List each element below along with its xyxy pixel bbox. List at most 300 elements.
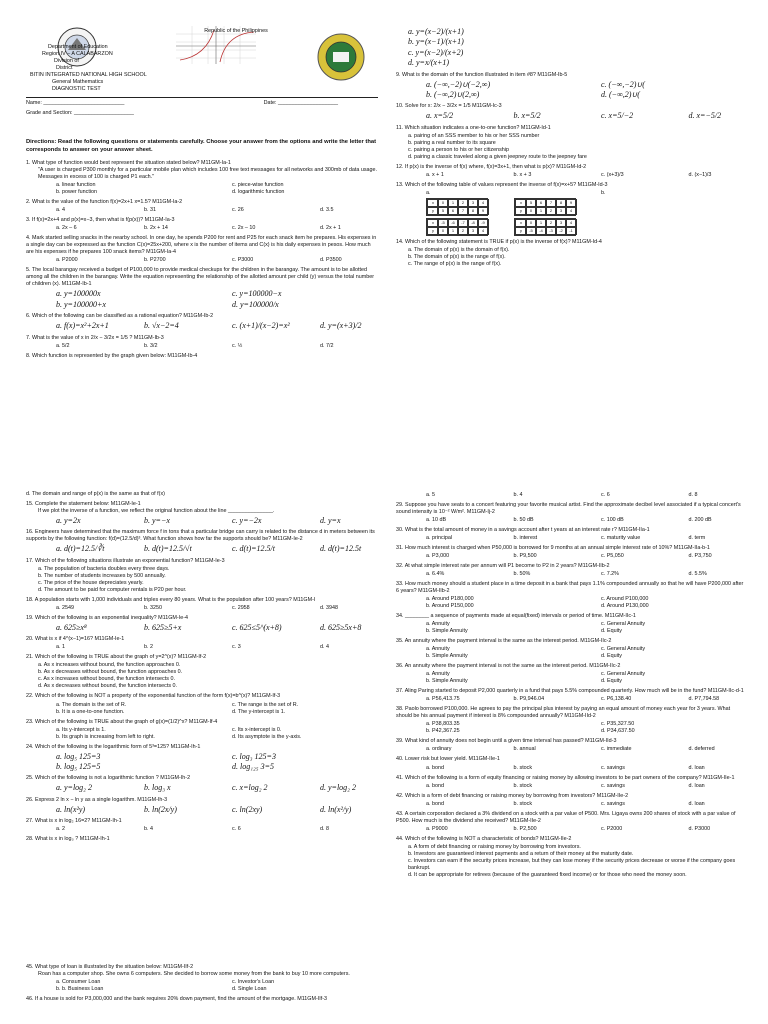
answer-option: d. P3,750 bbox=[688, 553, 712, 560]
question-text: 18. A population starts with 1,000 individuals and triples every 80 years. What is the population after 100 years? M11GM-I bbox=[26, 596, 316, 603]
answer-option: a. P56,413.75 bbox=[426, 696, 460, 703]
question-item bbox=[396, 706, 746, 735]
question-text: 6. Which of the following can be classified as a rational equation? M11GM-Ib-2 bbox=[26, 313, 214, 320]
answer-option: b. P9,946.04 bbox=[513, 696, 545, 703]
answer-option: d. Equity bbox=[601, 678, 622, 685]
answer-option: c. General Annuity bbox=[601, 621, 646, 628]
answer-option: b. 4 bbox=[144, 826, 153, 833]
answer-option: a. log₅ 125=3 bbox=[56, 751, 101, 761]
answer-option: d. 200 dB bbox=[688, 517, 712, 524]
header-line: Division of bbox=[54, 58, 79, 65]
question-item bbox=[396, 527, 746, 542]
question-text: d. The domain and range of p(x) is the same as that of f(x) bbox=[26, 491, 165, 497]
header-line: District bbox=[56, 65, 73, 72]
question-text: 43. A certain corporation declared a 3% dividend on a stock with a par value of P500. Mrs. Ligaya owns 200 shares of stock with a par value of P500. How much is the dividend she received? M11GM-IIe-2 bbox=[396, 810, 736, 824]
table-cell: -5 bbox=[525, 227, 537, 235]
inverse-table-b1 bbox=[426, 218, 488, 236]
table-cell: -5 bbox=[437, 219, 449, 227]
answer-option: a. 5/2 bbox=[56, 342, 70, 349]
answer-option: b. Investors are guaranteed interest payments and a return of their money at the maturity date. bbox=[408, 850, 634, 857]
answer-option: b. stock bbox=[513, 764, 533, 771]
divider bbox=[26, 97, 378, 98]
question-text: 42. Which is a form of debt financing or raising money by borrowing from investors? M11GM-IIe-2 bbox=[396, 792, 629, 799]
answer-option: b. bbox=[601, 189, 606, 196]
answer-option: d. 4 bbox=[320, 644, 329, 651]
table-cell: x bbox=[515, 199, 527, 207]
table-cell: -8 bbox=[467, 219, 479, 227]
question-text: 3. If f(x)=2x+4 and p(x)=x−3, then what is f(p(x))? M11GM-Ia-3 bbox=[26, 217, 175, 224]
answer-option: b. 4 bbox=[513, 492, 523, 498]
question-item bbox=[26, 160, 378, 196]
answer-option: d. Around P130,000 bbox=[601, 603, 649, 610]
answer-option: b. 50% bbox=[513, 571, 531, 578]
question-item bbox=[26, 313, 378, 331]
table-cell: 4 bbox=[565, 207, 577, 215]
answer-option: d. d(t)=12.5t bbox=[320, 544, 362, 554]
table-cell: 2 bbox=[457, 199, 469, 207]
answer-option: c. The range is the set of R. bbox=[232, 701, 299, 708]
question-text: 28. What is x in log₃ ? M11GM-Ih-1 bbox=[26, 836, 110, 843]
question-text: 15. Complete the statement below: M11GM-Ie-1 bbox=[26, 501, 141, 508]
answer-option: c. P35,327.50 bbox=[601, 721, 635, 728]
answer-option: a. ordinary bbox=[426, 746, 452, 753]
table-cell: 8 bbox=[467, 207, 479, 215]
answer-option: a. A form of debt financing or raising money by borrowing from investors. bbox=[408, 843, 581, 850]
answer-option: a. 2x – 6 bbox=[56, 225, 77, 232]
answer-option: b. y=100000+x bbox=[56, 299, 106, 309]
question-text: 11. Which situation indicates a one-to-one function? M11GM-Id-1 bbox=[396, 124, 551, 131]
answer-option: c. y=100000−x bbox=[232, 289, 282, 299]
question-text: 16. Engineers have determined that the maximum force f in tons that a particular bridge can carry is related to the distance d in meters between its supports by the following function: f(d)=(12.5/d)³. What function shows how far the supports should be? M11GM-Ie-2 bbox=[26, 529, 375, 543]
answer-option: a. The population of bacteria doubles every three days. bbox=[38, 565, 170, 572]
answer-option: a. 4 bbox=[56, 207, 65, 214]
answer-option: c. log₃ 125=3 bbox=[232, 751, 276, 761]
answer-option: a. 6.4% bbox=[426, 571, 445, 578]
answer-option: d. P3000 bbox=[688, 825, 711, 832]
inverse-table-a1 bbox=[426, 198, 488, 216]
answer-option: d. pairing a classic traveled along a given jeepney route to the jeepney fare bbox=[408, 153, 587, 160]
answer-option: d. P3500 bbox=[320, 257, 342, 264]
answer-option: d. log₁₂₅ 3=5 bbox=[232, 761, 274, 771]
answer-option: c. 100 dB bbox=[601, 517, 624, 524]
answer-option: c. pairing a person to his or her citizenship bbox=[408, 146, 509, 153]
answer-option: d. deferred bbox=[688, 746, 715, 753]
answer-option: c. As x increases without bound, the function intersects 0. bbox=[38, 676, 175, 683]
answer-option: c. ln(2xy) bbox=[232, 804, 263, 814]
question-item bbox=[396, 811, 746, 833]
answer-option: c. ½ bbox=[232, 342, 243, 349]
answer-option: d. loan bbox=[688, 800, 705, 807]
answer-option: b. P9,500 bbox=[513, 553, 537, 560]
question-text: 41. Which of the following is a form of equity financing or raising money by allowing investors to be part owners of the company? M11GM-IIe-1 bbox=[396, 774, 735, 781]
table-cell: x bbox=[427, 219, 439, 227]
answer-option: c. P3000 bbox=[232, 257, 254, 264]
directions: Directions: Read the following questions or statements carefully. Choose your answer from the options and write the letter that corresponds to answer on your answer sheet. bbox=[26, 139, 377, 153]
answer-option: b. log₅ 125=5 bbox=[56, 761, 101, 771]
answer-option: b. y=−x bbox=[144, 516, 170, 526]
question-item bbox=[26, 797, 378, 815]
answer-option: b. stock bbox=[513, 800, 533, 807]
table-cell: 9 bbox=[477, 207, 489, 215]
answer-option: c. immediate bbox=[601, 746, 632, 753]
question-text: 25. Which of the following is not a logarithmic function ? M11GM-Ih-2 bbox=[26, 775, 191, 782]
answer-option: b. x + 3 bbox=[513, 171, 532, 178]
question-text: 1. What type of function would best represent the situation stated below? M11GM-Ia-1 bbox=[26, 160, 231, 167]
question-text: 23. Which of the following is TRUE about the graph of g(x)=(1/2)^x? M11GM-If-4 bbox=[26, 718, 218, 725]
answer-option: b. 625≥5+x bbox=[144, 622, 182, 632]
question-text: 2. What is the value of the function f(x)=2x+1 x=1.5? M11GM-Ia-2 bbox=[26, 199, 183, 206]
answer-option: a. 2 bbox=[56, 826, 65, 833]
question-item bbox=[26, 964, 378, 993]
answer-option: c. maturity value bbox=[601, 535, 641, 542]
answer-option: b. power function bbox=[56, 189, 98, 196]
question-text: 22. Which of the following is NOT a property of the exponential function of the form f(x)=b^(x)? M11GM-If-3 bbox=[26, 693, 281, 700]
header-line: Region IV – A CALABARZON bbox=[42, 51, 113, 58]
answer-option: a. bond bbox=[426, 800, 444, 807]
question-item bbox=[26, 335, 378, 350]
answer-option: d. 8 bbox=[320, 826, 329, 833]
answer-option: a. pairing of an SSS member to his or her SSS number bbox=[408, 132, 540, 139]
question-text: 45. What type of loan is illustrated by the situation below: M11GM-IIf-2 bbox=[26, 964, 194, 970]
answer-option: b. (−∞,2)∪(2,∞) bbox=[426, 89, 480, 99]
question-item bbox=[26, 636, 378, 651]
table-cell: 3 bbox=[555, 207, 567, 215]
name-field-label: Name: ___________________________ bbox=[26, 100, 125, 106]
question-item bbox=[26, 654, 378, 690]
question-item bbox=[396, 581, 746, 610]
question-stem: Roan has a computer shop. She owns 6 computers. She decided to borrow some money from the bank to buy 10 more computers. bbox=[38, 971, 350, 978]
answer-option: d. x=−5/2 bbox=[688, 111, 722, 121]
answer-option: d. y=100000/x bbox=[232, 299, 279, 309]
question-item bbox=[26, 501, 378, 526]
answer-option: d. y=x/(x+1) bbox=[408, 58, 449, 68]
republic-line: Republic of the Philippines bbox=[204, 28, 268, 34]
answer-option: c. d(t)=12.5/t bbox=[232, 544, 275, 554]
answer-option: d. (x−1)/3 bbox=[688, 171, 712, 178]
question-item bbox=[26, 597, 378, 612]
answer-option: a. 10 dB bbox=[426, 517, 447, 524]
answer-option: c. y=−2x bbox=[232, 516, 262, 526]
answer-option: b. interest bbox=[513, 535, 538, 542]
table-cell: 3 bbox=[467, 199, 479, 207]
table-cell: 6 bbox=[535, 199, 547, 207]
question-text: 21. Which of the following is TRUE about the graph of y=2^(x)? M11GM-If-2 bbox=[26, 654, 207, 661]
answer-option bbox=[484, 190, 572, 197]
question-item bbox=[26, 217, 378, 232]
answer-option: c. x=5/−2 bbox=[601, 111, 634, 121]
inverse-table-b2 bbox=[514, 218, 576, 236]
question-text: 40. Lower risk but lower yield. M11GM-IIe-1 bbox=[396, 756, 500, 763]
table-cell: 0 bbox=[437, 199, 449, 207]
answer-option: a. y=100000x bbox=[56, 289, 101, 299]
question-text: 35. An annuity where the payment interval is the same as the interest period. M11GM-IIc-2 bbox=[396, 638, 612, 645]
question-item bbox=[26, 267, 378, 310]
answer-option: c. 7.2% bbox=[601, 571, 619, 578]
answer-option: a. x=5/2 bbox=[426, 111, 454, 121]
question-item bbox=[396, 27, 746, 69]
answer-option: d. Equity bbox=[601, 653, 622, 660]
answer-option: c. General Annuity bbox=[601, 671, 646, 678]
answer-option: d. term bbox=[688, 535, 706, 542]
question-item bbox=[396, 793, 746, 808]
answer-option: a. bbox=[426, 189, 431, 196]
table-cell: 5 bbox=[437, 207, 449, 215]
table-cell: 6 bbox=[447, 207, 459, 215]
table-cell: y bbox=[515, 207, 527, 215]
table-cell: 7 bbox=[457, 207, 469, 215]
question-item bbox=[396, 775, 746, 790]
answer-option: d. 3948 bbox=[320, 604, 338, 611]
question-item bbox=[396, 688, 746, 703]
answer-option: a. Consumer Loan bbox=[56, 979, 101, 986]
question-item bbox=[396, 239, 746, 268]
answer-option bbox=[659, 190, 747, 197]
answer-option: a. P38,803.35 bbox=[426, 721, 460, 728]
answer-option: a. y=2x bbox=[56, 516, 81, 526]
answer-option: a. As x increases without bound, the function approaches 0. bbox=[38, 662, 181, 669]
table-cell: 0 bbox=[525, 219, 537, 227]
answer-option: a. Around P180,000 bbox=[426, 596, 474, 603]
answer-option: b. 3250 bbox=[144, 604, 162, 611]
answer-option: a. 5 bbox=[426, 492, 435, 498]
question-item bbox=[396, 502, 746, 524]
answer-option: d. 5.5% bbox=[688, 571, 707, 578]
table-cell: y bbox=[515, 227, 527, 235]
table-cell: 3 bbox=[467, 227, 479, 235]
answer-option: c. P5,050 bbox=[601, 553, 624, 560]
answer-option: b. d(t)=12.5/√t bbox=[144, 544, 192, 554]
table-cell: x bbox=[427, 199, 439, 207]
question-item bbox=[396, 638, 746, 660]
answer-option: b. 2x + 14 bbox=[144, 225, 168, 232]
question-item bbox=[396, 103, 746, 121]
answer-option: c. Investors can earn if the security prices increase, but they can lose money if the security prices decrease or worse if the company goes bankrupt. bbox=[408, 857, 736, 871]
answer-option: c. General Annuity bbox=[601, 646, 646, 653]
answer-option: c. y=(x−2)/(x+2) bbox=[408, 47, 464, 57]
answer-option: b. P2,500 bbox=[513, 825, 537, 832]
table-cell: -7 bbox=[457, 219, 469, 227]
answer-option: c. x=log₂ 2 bbox=[232, 783, 268, 793]
answer-option: a. f(x)=x²+2x+1 bbox=[56, 321, 109, 331]
table-cell: -1 bbox=[565, 227, 577, 235]
answer-option: a. 625≥x⁸ bbox=[56, 622, 87, 632]
answer-option: c. savings bbox=[601, 800, 625, 807]
question-item bbox=[396, 563, 746, 578]
answer-option: b. annual bbox=[513, 746, 536, 753]
column-bottom-page bbox=[26, 964, 378, 1006]
question-item bbox=[26, 558, 378, 594]
question-text: 37. Aling Paring started to deposit P2,000 quarterly in a fund that pays 5.5% compounded quarterly. How much will be in the fund? M11GM-IIc-d-1 bbox=[396, 688, 744, 695]
answer-option: b. 31 bbox=[144, 207, 156, 214]
answer-option: d. loan bbox=[688, 764, 705, 771]
table-cell: y bbox=[427, 207, 439, 215]
question-item bbox=[26, 615, 378, 633]
answer-option: c. The range of p(x) is the range of f(x). bbox=[408, 260, 502, 267]
answer-option: d. As x decreases without bound, the function intersects 0. bbox=[38, 683, 178, 690]
question-list bbox=[26, 491, 378, 843]
answer-option: c. 2958 bbox=[232, 604, 250, 611]
answer-option: d. loan bbox=[688, 782, 705, 789]
table-cell: 1 bbox=[447, 199, 459, 207]
table-cell: 4 bbox=[477, 199, 489, 207]
table-cell: 0 bbox=[525, 207, 537, 215]
answer-option: d. Equity bbox=[601, 628, 622, 635]
answer-option: a. P3,000 bbox=[426, 553, 450, 560]
answer-option: d. y=log₂ 2 bbox=[320, 783, 356, 793]
question-list bbox=[26, 964, 378, 1003]
question-text: 26. Express 2 ln x − ln y as a single logarithm. M11GM-Ih-3 bbox=[26, 796, 168, 803]
question-item bbox=[396, 545, 746, 560]
question-text: 32. At what simple interest rate per annum will P1 become to P2 in 2 years? M11GM-IIb-2 bbox=[396, 563, 610, 570]
answer-option: a. y=(x−2)/(x+1) bbox=[408, 27, 464, 36]
question-text: 17. Which of the following situations illustrate an exponential function? M11GM-Ie-3 bbox=[26, 557, 225, 564]
answer-option: c. savings bbox=[601, 782, 625, 789]
answer-option: a. Its y-intercept is 1. bbox=[56, 726, 106, 733]
question-text: 24. Which of the following is the logarithmic form of 5³=125? M11GM-Ih-1 bbox=[26, 743, 201, 750]
answer-option: b. log₃ x bbox=[144, 783, 171, 793]
answer-option: b. 3/2 bbox=[144, 342, 158, 349]
answer-option: b. Simple Annuity bbox=[426, 678, 468, 685]
answer-option: a. bond bbox=[426, 782, 444, 789]
question-item bbox=[26, 353, 378, 360]
question-item bbox=[396, 72, 746, 101]
answer-option: d. ln(x²/y) bbox=[320, 804, 352, 814]
answer-option: d. 2x + 1 bbox=[320, 225, 341, 232]
table-cell: 7 bbox=[545, 199, 557, 207]
answer-option: a. Annuity bbox=[426, 621, 450, 628]
question-item bbox=[26, 491, 378, 498]
table-cell: -6 bbox=[447, 219, 459, 227]
table-cell: -4 bbox=[535, 227, 547, 235]
question-item bbox=[396, 182, 746, 236]
question-8-graph bbox=[106, 363, 246, 413]
answer-option: d. 3.5 bbox=[320, 207, 334, 214]
answer-option: d. 8 bbox=[688, 492, 698, 498]
question-item bbox=[396, 613, 746, 635]
table-cell: 1 bbox=[447, 227, 459, 235]
answer-option: a. principal bbox=[426, 535, 453, 542]
question-item bbox=[26, 529, 378, 554]
question-item bbox=[26, 719, 378, 741]
answer-option: a. P2000 bbox=[56, 257, 78, 264]
table-cell: 0 bbox=[437, 227, 449, 235]
question-text: 46. If a house is sold for P3,000,000 and the bank requires 20% down payment, find the amount of the mortgage. M11GM-IIf-3 bbox=[26, 996, 328, 1003]
answer-option: a. Annuity bbox=[426, 671, 450, 678]
question-item bbox=[26, 836, 378, 843]
column-top-right bbox=[396, 26, 746, 271]
question-text: 33. How much money should a student place in a time deposit in a bank that pays 1.1% compounded annually so that he will have P200,000 after 6 years? M11GM-IIb-2 bbox=[396, 581, 744, 595]
question-stem: If we plot the inverse of a function, we reflect the original function about the line _______________. bbox=[38, 508, 275, 515]
answer-option: d. P34,637.50 bbox=[601, 728, 635, 735]
answer-option: b. It is a one-to-one function. bbox=[56, 708, 125, 715]
question-text: 34. ________ a sequence of payments made at equal(fixed) intervals or period of time. M11GM-IIc-1 bbox=[396, 613, 636, 620]
answer-option: b. P42,367.25 bbox=[426, 728, 460, 735]
answer-option: a. P9000 bbox=[426, 825, 448, 832]
table-cell: 2 bbox=[457, 227, 469, 235]
answer-option: b. As x decreases without bound, the function approaches 0. bbox=[38, 669, 183, 676]
question-text: 13. Which of the following table of values represent the inverse of f(x)=x+5? M11GM-Id-3 bbox=[396, 181, 608, 188]
answer-option: a. (−∞,−2)∪(−2,∞) bbox=[426, 79, 491, 89]
answer-option: b. Around P150,000 bbox=[426, 603, 474, 610]
question-item bbox=[396, 738, 746, 753]
answer-option: c. P6,138.40 bbox=[601, 696, 632, 703]
answer-option: c. savings bbox=[601, 764, 625, 771]
table-cell: 1 bbox=[535, 219, 547, 227]
answer-option: b. The domain of p(x) is the range of f(x). bbox=[408, 253, 506, 260]
answer-option: c. The price of the house depreciates yearly. bbox=[38, 579, 144, 586]
header-line: Department of Education bbox=[48, 44, 108, 50]
header-line: DIAGNOSTIC TEST bbox=[52, 86, 101, 93]
question-list bbox=[26, 160, 378, 359]
answer-option: d. (−∞,2)∪( bbox=[601, 89, 640, 99]
table-cell: 1 bbox=[535, 207, 547, 215]
answer-option: a. The domain is the set of R. bbox=[56, 701, 127, 708]
table-cell: x bbox=[515, 219, 527, 227]
question-item bbox=[396, 836, 746, 879]
question-item bbox=[26, 775, 378, 793]
answer-option: b. Simple Annuity bbox=[426, 628, 468, 635]
answer-option: a. linear function bbox=[56, 182, 96, 189]
question-text: 10. Solve for x: 2/x − 3/2x = 1/5 M11GM-Ic-3 bbox=[396, 103, 502, 110]
answer-option: c. (x+3)/3 bbox=[601, 171, 624, 178]
answer-option: c. Investor's Loan bbox=[232, 979, 275, 986]
answer-option: a. Annuity bbox=[426, 646, 450, 653]
question-item bbox=[396, 663, 746, 685]
answer-option: c. 2x – 10 bbox=[232, 225, 256, 232]
answer-option: d. 625≥5x+8 bbox=[320, 622, 362, 632]
table-cell: 9 bbox=[565, 199, 577, 207]
question-text: 30. What is the total amount of money in a savings account after t years at an interest rate r? M11GM-IIa-1 bbox=[396, 527, 650, 534]
question-item bbox=[26, 199, 378, 214]
answer-option: b. 2 bbox=[144, 644, 153, 651]
table-cell: 4 bbox=[477, 227, 489, 235]
question-text: 14. Which of the following statement is TRUE if p(x) is the inverse of f(x)? M11GM-Id-4 bbox=[396, 238, 602, 245]
answer-option: b. ln(2x/y) bbox=[144, 804, 177, 814]
header-line: BITIN INTEGRATED NATIONAL HIGH SCHOOL bbox=[30, 72, 147, 79]
question-text: 7. What is the value of x in 2/x − 3/2x = 1/5 ? M11GM-Ib-3 bbox=[26, 334, 164, 341]
table-cell: 2 bbox=[545, 207, 557, 215]
header-line: General Mathematics bbox=[52, 79, 104, 86]
question-text: 27. What is x in log₂ 16=2? M11GM-Ih-1 bbox=[26, 818, 122, 825]
answer-option: d. The amount to be paid for computer rentals is P20 per hour. bbox=[38, 586, 187, 593]
table-cell: 4 bbox=[565, 219, 577, 227]
question-text: 36. An annuity where the payment interval is not the same as the interest period. M11GM-IIc-2 bbox=[396, 663, 621, 670]
question-item bbox=[26, 996, 378, 1003]
question-text: 20. What is x if 4^(x−1)=16? M11GM-Ie-1 bbox=[26, 636, 125, 643]
answer-option: c. piece-wise function bbox=[232, 182, 284, 189]
answer-option: b. stock bbox=[513, 782, 533, 789]
answer-option: a. 2549 bbox=[56, 604, 74, 611]
answer-option: d. y=x bbox=[320, 516, 341, 526]
question-list bbox=[396, 492, 746, 879]
table-cell: 3 bbox=[555, 219, 567, 227]
answer-option: d. Its asymptote is the y-axis. bbox=[232, 733, 302, 740]
answer-option: b. y=(x−1)/(x+1) bbox=[408, 37, 464, 47]
answer-option: b. b. Business Loan bbox=[56, 986, 104, 993]
answer-option: b. pairing a real number to its square bbox=[408, 139, 496, 146]
answer-option: c. 6 bbox=[601, 492, 610, 498]
answer-option: b. The number of students increases by 500 annually. bbox=[38, 572, 166, 579]
answer-option: b. 50 dB bbox=[513, 517, 534, 524]
table-cell: 8 bbox=[555, 199, 567, 207]
question-text: 9. What is the domain of the function illustrated in item #8? M11GM-Ib-5 bbox=[396, 71, 568, 78]
date-field-label: Date: ____________________ bbox=[263, 100, 338, 106]
answer-option: c. 26 bbox=[232, 207, 244, 214]
question-item bbox=[26, 818, 378, 833]
question-text: 8. Which function is represented by the graph given below: M11GM-Ib-4 bbox=[26, 352, 198, 359]
answer-option: c. 3 bbox=[232, 644, 241, 651]
table-cell: -3 bbox=[545, 227, 557, 235]
